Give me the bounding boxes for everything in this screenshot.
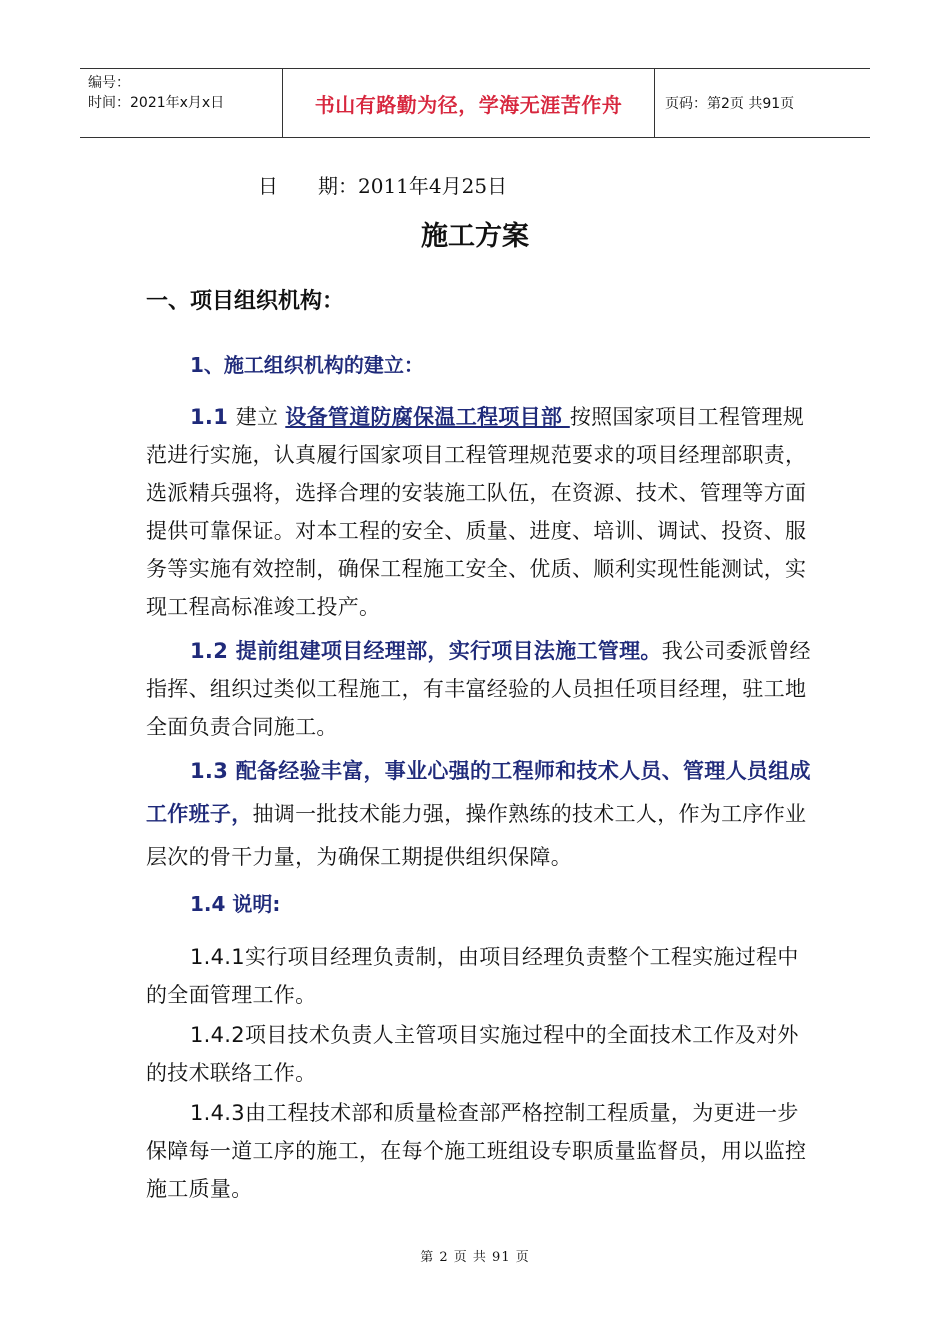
paragraph-1-1-number: 1.1 <box>190 405 236 429</box>
paragraph-1-1 <box>146 398 814 626</box>
date-label-1: 日 <box>258 174 278 198</box>
paragraph-1-4-3-number: 1.4.3 <box>190 1101 245 1125</box>
paragraph-1-4-heading: 1.4 说明: <box>190 892 281 916</box>
paragraph-1-2-heading: 1.2 提前组建项目经理部，实行项目法施工管理。 <box>190 639 662 663</box>
document-title: 施工方案 <box>421 221 529 252</box>
paragraph-1-1-text: 按照国家项目工程管理规范进行实施，认真履行国家项目工程管理规范要求的项目经理部职责，选派精兵强将，选择合理的安装施工队伍，在资源、技术、管理等方面提供可靠保证。对本工程的安全、质量、进度、培训、调试、投资、服务等实施有效控制，确保工程施工安全、优质、顺利实现性能测试，实现工程高标准竣工投产。 <box>146 405 807 619</box>
paragraph-1-2 <box>146 632 814 746</box>
project-name: 设备管道防腐保温工程项目部 <box>285 405 570 429</box>
header-meta <box>80 69 282 137</box>
paragraph-1-4-2-text: 项目技术负责人主管项目实施过程中的全面技术工作及对外的技术联络工作。 <box>146 1023 799 1085</box>
page-footer: 第 2 页 共 91 页 <box>420 1250 530 1265</box>
paragraph-1-1-pre: 建立 <box>235 405 286 429</box>
date-line <box>258 170 507 199</box>
paragraph-1-4-1-text: 实行项目经理负责制，由项目经理负责整个工程实施过程中的全面管理工作。 <box>146 945 799 1007</box>
paragraph-1-4-3-text: 由工程技术部和质量检查部严格控制工程质量，为更进一步保障每一道工序的施工，在每个施工班组设专职质量监督员，用以监控施工质量。 <box>146 1101 807 1201</box>
paragraph-1-3 <box>146 750 814 879</box>
header-motto-cell <box>282 69 655 137</box>
header-page-info: 页码：第2页 共91页 <box>665 96 795 112</box>
paragraph-1-4-1 <box>146 938 814 1014</box>
time-label: 时间：2021年x月x日 <box>88 95 225 111</box>
paragraph-1-4-1-number: 1.4.1 <box>190 945 245 969</box>
document-header <box>80 68 870 138</box>
paragraph-1-2-text: 我公司委派曾经指挥、组织过类似工程施工，有丰富经验的人员担任项目经理，驻工地全面负责合同施工。 <box>146 639 811 739</box>
date-label-2: 期：2011年4月25日 <box>318 174 508 198</box>
section-heading: 一、项目组织机构： <box>146 289 345 314</box>
subsection-heading: 1、施工组织机构的建立： <box>190 353 424 377</box>
code-label: 编号： <box>88 75 130 91</box>
paragraph-1-4-3 <box>146 1094 814 1208</box>
header-motto: 书山有路勤为径，学海无涯苦作舟 <box>314 92 623 117</box>
paragraph-1-4-2 <box>146 1016 814 1092</box>
paragraph-1-3-heading: 1.3 配备经验丰富，事业心强的工程师和技术人员、管理人员组成工作班子， <box>146 759 811 826</box>
paragraph-1-4-2-number: 1.4.2 <box>190 1023 245 1047</box>
paragraph-1-3-text: 抽调一批技术能力强，操作熟练的技术工人，作为工序作业层次的骨干力量，为确保工期提供组织保障。 <box>146 802 807 869</box>
